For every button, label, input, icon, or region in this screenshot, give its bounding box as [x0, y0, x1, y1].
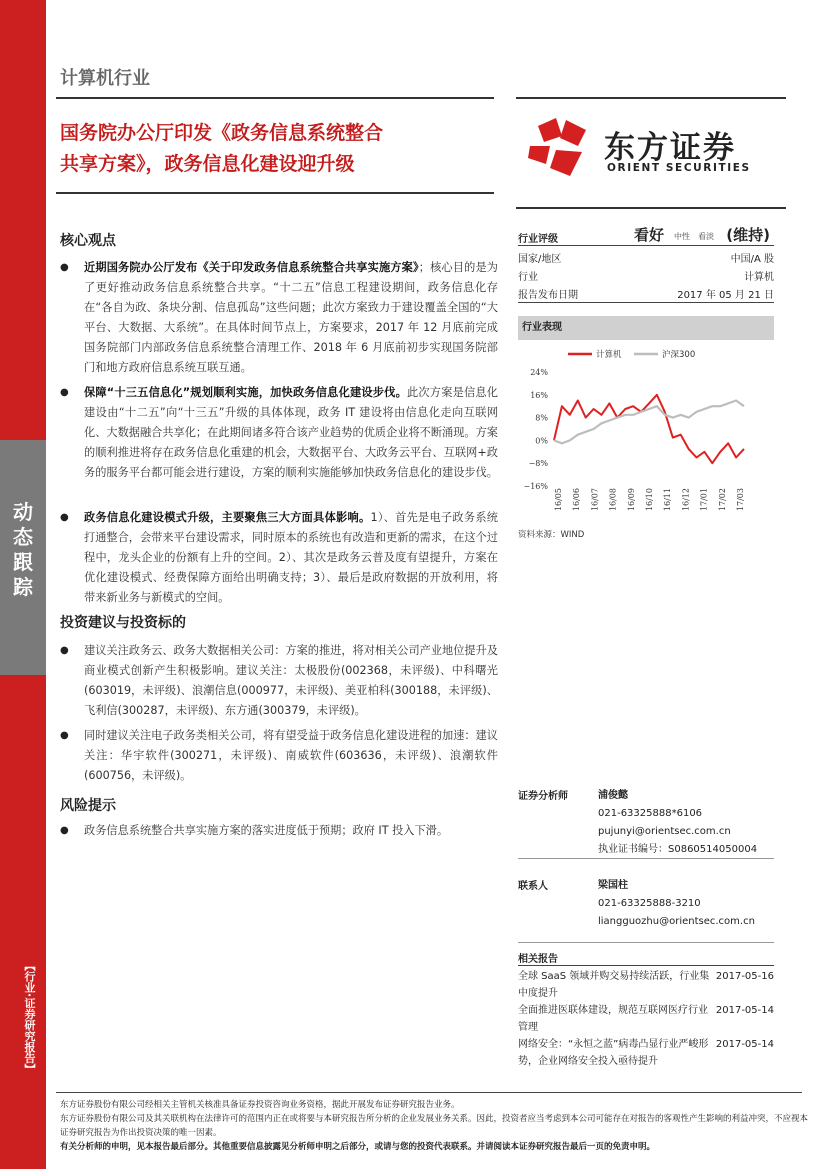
header-divider-right — [516, 97, 786, 99]
x-tick-label: 16/12 — [681, 488, 691, 512]
y-tick-label: 24% — [530, 368, 548, 377]
logo-mark-icon — [528, 118, 590, 178]
rating-status: (维持) — [726, 226, 770, 244]
x-tick-label: 16/06 — [572, 488, 582, 512]
analyst-phone: 021-63325888*6106 — [598, 808, 703, 819]
logo-chinese-name: 东方证券 — [604, 130, 736, 166]
bullet-dot-icon: ● — [60, 512, 69, 523]
orient-securities-logo — [528, 118, 768, 178]
related-divider — [518, 965, 774, 966]
bullet-dot-icon: ● — [60, 730, 69, 741]
bullet-dot-icon: ● — [60, 387, 69, 398]
logo-divider — [516, 207, 786, 209]
industry-rating: 行业评级 看好 中性 看淡 (维持) — [518, 226, 774, 246]
analyst-name: 浦俊懿 — [598, 790, 628, 801]
y-tick-label: 8% — [535, 413, 548, 423]
report-title: 国务院办公厅印发《政务信息系统整合 共享方案》，政务信息化建设迎升级 — [60, 122, 384, 175]
footer-qualification: 东方证券股份有限公司经相关主管机关核准具备证券投资咨询业务资格，据此开展发布证券研究报告业务。 — [60, 1100, 460, 1110]
y-tick-label: −16% — [523, 482, 548, 491]
x-tick-label: 16/05 — [554, 488, 563, 512]
industry-title: 计算机行业 — [60, 68, 150, 89]
logo-english-name: ORIENT SECURITIES — [607, 162, 751, 174]
contact-email[interactable]: liangguozhu@orientsec.com.cn — [598, 916, 755, 927]
related-reports-heading: 相关报告 — [518, 954, 558, 965]
analyst-divider — [518, 858, 774, 859]
header-divider — [56, 97, 494, 99]
y-tick-label: −8% — [528, 459, 548, 469]
investment-heading: 投资建议与投资标的 — [60, 615, 186, 631]
performance-header: 行业表现 — [518, 316, 774, 340]
legend-label: 沪深300 — [662, 350, 696, 360]
x-tick-label: 17/01 — [699, 488, 709, 512]
x-tick-label: 16/11 — [663, 488, 673, 512]
industry-performance-panel — [518, 316, 774, 529]
performance-chart — [518, 340, 774, 525]
bullet-dot-icon: ● — [60, 645, 69, 656]
footer-disclosure: 东方证券股份有限公司及其关联机构在法律许可的范围内正在或将要与本研究报告所分析的企业发展业务关系。因此，投资者应当考虑到本公司可能存在对报告的客观性产生影响的利益冲突，不应视本证券研究报告为作出投资决策的唯一因素。 — [60, 1114, 809, 1138]
footer-divider — [56, 1092, 802, 1093]
info-divider — [518, 302, 774, 303]
y-tick-label: 0% — [535, 436, 548, 446]
sidebar-report-category: 【行业·证券研究报告】 — [23, 960, 36, 1075]
x-tick-label: 17/02 — [717, 488, 727, 512]
y-tick-label: 16% — [530, 390, 548, 400]
rating-value: 看好 — [634, 226, 665, 244]
contact-divider — [518, 942, 774, 943]
contact-name: 梁国柱 — [598, 880, 628, 891]
x-tick-label: 16/10 — [645, 488, 654, 512]
x-tick-label: 16/07 — [590, 488, 600, 512]
x-tick-label: 16/09 — [626, 488, 636, 512]
bullet-dot-icon: ● — [60, 825, 69, 836]
series-line-hs300 — [554, 401, 744, 444]
contact-phone: 021-63325888-3210 — [598, 898, 701, 909]
core-views-heading: 核心观点 — [60, 233, 116, 249]
risk-heading: 风险提示 — [60, 798, 116, 814]
analyst-license: 执业证书编号：S0860514050004 — [598, 844, 758, 855]
series-line-computer — [554, 395, 744, 463]
sidebar-report-type: 动 态 跟 踪 — [13, 500, 33, 599]
bullet-dot-icon: ● — [60, 262, 69, 273]
chart-source: 资料来源：WIND — [518, 530, 585, 540]
footer-disclaimer: 有关分析师的申明，见本报告最后部分。其他重要信息披露见分析师申明之后部分，或请与您的投资代表联系。并请阅读本证券研究报告最后一页的免责申明。 — [60, 1142, 656, 1152]
x-tick-label: 17/03 — [736, 488, 745, 512]
title-divider — [56, 192, 494, 194]
x-tick-label: 16/08 — [608, 488, 618, 512]
legend-label: 计算机 — [596, 350, 622, 360]
analyst-email[interactable]: pujunyi@orientsec.com.cn — [598, 826, 731, 837]
